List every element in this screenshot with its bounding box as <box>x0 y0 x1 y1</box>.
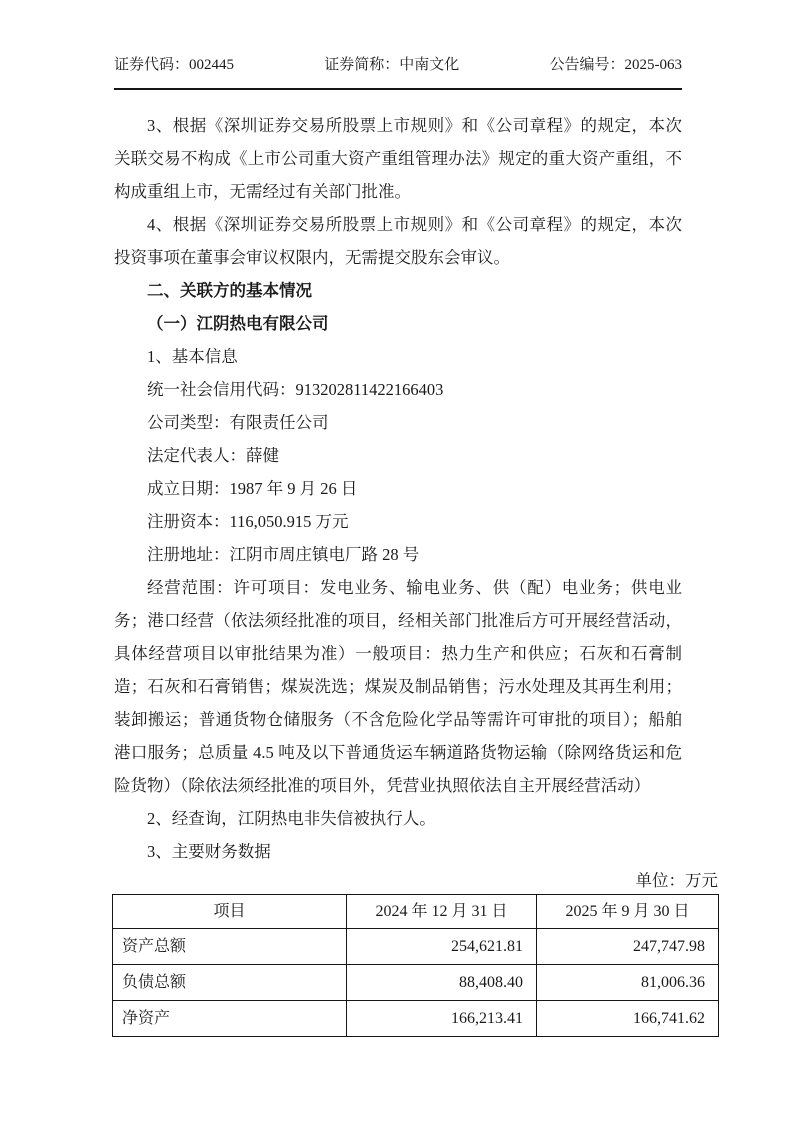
table-row-net-assets <box>113 1001 719 1037</box>
paragraph-approval-3: 3、根据《深圳证券交易所股票上市规则》和《公司章程》的规定，本次关联交易不构成《上市公司重大资产重组管理办法》规定的重大资产重组，不构成重组上市，无需经过有关部门批准。 <box>114 116 682 201</box>
field-establish-date: 成立日期：1987 年 9 月 26 日 <box>147 479 358 498</box>
column-header-2025: 2025 年 9 月 30 日 <box>537 895 719 929</box>
stock-code: 证券代码：002445 <box>114 57 235 73</box>
subsection-heading-company: （一）江阴热电有限公司 <box>147 314 329 333</box>
document-body <box>114 109 718 1037</box>
unit-note: 单位：万元 <box>635 871 718 890</box>
row-value-2025: 166,741.62 <box>537 1001 719 1037</box>
row-value-2024: 88,408.40 <box>347 965 537 1001</box>
field-company-type: 公司类型：有限责任公司 <box>147 413 329 432</box>
announcement-number: 公告编号：2025-063 <box>549 57 682 73</box>
table-row-total-liabilities <box>113 965 719 1001</box>
financial-table-area <box>112 868 718 1037</box>
field-business-scope: 经营范围：许可项目：发电业务、输电业务、供（配）电业务；供电业务；港口经营（依法须经批准的项目，经相关部门批准后方可开展经营活动，具体经营项目以审批结果为准）一般项目：热力生产和供应；石灰和石膏制造；石灰和石膏销售；煤炭洗选；煤炭及制品销售；污水处理及其再生利用；装卸搬运；普通货物仓储服务（不含危险化学品等需许可审批的项目）；船舶港口服务；总质量 4.5 吨及以下普通货运车辆道路货物运输（除网络货运和危险货物）（除依法须经批准的项目外，凭营业执照依法自主开展经营活动） <box>114 578 682 795</box>
row-value-2025: 81,006.36 <box>537 965 719 1001</box>
item-credit-check: 2、经查询，江阴热电非失信被执行人。 <box>147 809 436 828</box>
row-label: 净资产 <box>113 1001 347 1037</box>
section-heading-related-party: 二、关联方的基本情况 <box>147 281 312 300</box>
field-registered-address: 注册地址：江阴市周庄镇电厂路 28 号 <box>147 545 420 564</box>
stock-name: 证券简称：中南文化 <box>324 57 460 73</box>
row-label: 负债总额 <box>113 965 347 1001</box>
table-header-row <box>113 895 719 929</box>
row-label: 资产总额 <box>113 929 347 965</box>
row-value-2024: 254,621.81 <box>347 929 537 965</box>
paragraph-approval-4: 4、根据《深圳证券交易所股票上市规则》和《公司章程》的规定，本次投资事项在董事会审议权限内，无需提交股东会审议。 <box>114 215 682 267</box>
row-value-2024: 166,213.41 <box>347 1001 537 1037</box>
field-registered-capital: 注册资本：116,050.915 万元 <box>147 512 349 531</box>
document-header <box>114 55 682 75</box>
financial-table <box>112 894 719 1037</box>
field-legal-representative: 法定代表人：薛健 <box>147 446 279 465</box>
field-credit-code: 统一社会信用代码：913202811422166403 <box>147 380 444 399</box>
item-basic-info: 1、基本信息 <box>147 347 238 366</box>
header-divider <box>114 88 682 90</box>
row-value-2025: 247,747.98 <box>537 929 719 965</box>
column-header-2024: 2024 年 12 月 31 日 <box>347 895 537 929</box>
table-row-total-assets <box>113 929 719 965</box>
column-header-item: 项目 <box>113 895 347 929</box>
item-financial-data: 3、主要财务数据 <box>147 842 271 861</box>
